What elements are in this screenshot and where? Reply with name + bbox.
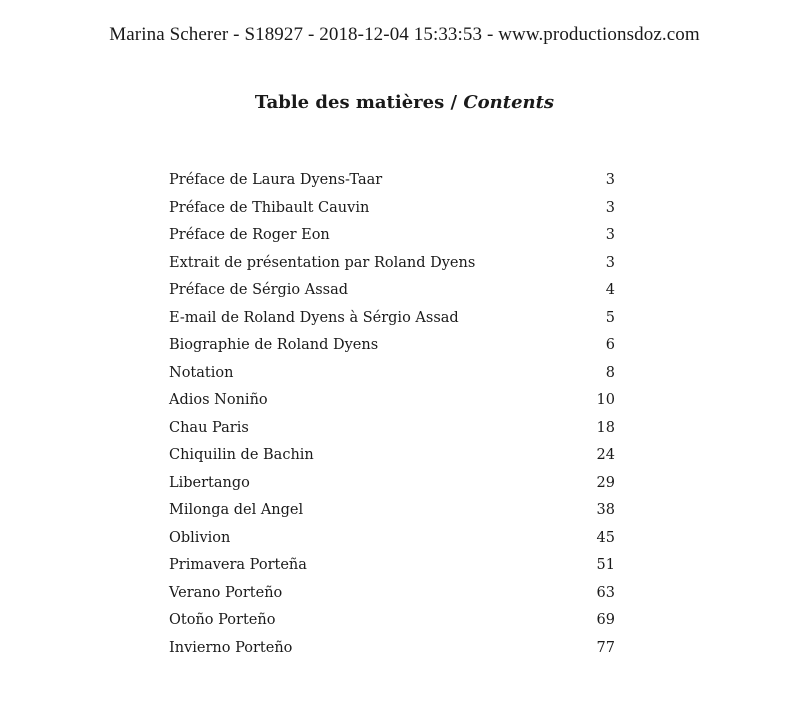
toc-entry[interactable] [169, 222, 615, 250]
toc-entry-page: 77 [596, 639, 615, 656]
toc-entry-title: Préface de Thibault Cauvin [169, 199, 370, 216]
toc-entry[interactable] [169, 635, 615, 663]
toc-entry-page: 45 [596, 529, 615, 546]
toc-entry-title: Préface de Laura Dyens-Taar [169, 172, 383, 188]
toc-entry[interactable] [169, 305, 615, 333]
toc-entry[interactable] [169, 360, 615, 388]
toc-entry[interactable] [169, 167, 615, 195]
toc-entry[interactable] [169, 415, 615, 443]
toc-entry-page: 3 [605, 254, 615, 271]
toc-entry-title: Oblivion [169, 529, 231, 546]
toc-entry[interactable] [169, 552, 615, 580]
toc-entry[interactable] [169, 607, 615, 635]
toc-entry-title: Milonga del Angel [169, 502, 304, 518]
page-title-english: Contents [463, 92, 555, 113]
toc-entry-page: 3 [605, 199, 615, 216]
toc-entry[interactable] [169, 470, 615, 498]
toc-entry[interactable] [169, 442, 615, 470]
page-title-french: Table des matières / [254, 92, 458, 113]
toc-entry-title: E-mail de Roland Dyens à Sérgio Assad [169, 309, 459, 326]
page-header-watermark: Marina Scherer - S18927 - 2018-12-04 15:33:53 - www.productionsdoz.com [109, 24, 700, 45]
toc-entry-title: Libertango [169, 474, 250, 491]
toc-entry-title: Chau Paris [169, 419, 249, 436]
toc-entry-page: 10 [596, 392, 615, 408]
toc-entry[interactable] [169, 277, 615, 305]
toc-entry-page: 3 [605, 227, 615, 243]
toc-entry-page: 24 [596, 447, 615, 463]
toc-entry[interactable] [169, 525, 615, 553]
toc-entry-page: 29 [596, 474, 615, 491]
toc-entry-title: Otoño Porteño [169, 612, 276, 628]
toc-entry-title: Primavera Porteña [169, 557, 307, 573]
page-title [0, 92, 809, 113]
toc-entry-title: Préface de Roger Eon [169, 227, 330, 243]
toc-entry-page: 3 [605, 172, 615, 188]
toc-entry[interactable] [169, 580, 615, 608]
toc-entry[interactable] [169, 387, 615, 415]
toc-entry-page: 18 [596, 419, 615, 436]
toc-entry-title: Verano Porteño [169, 584, 283, 601]
toc-entry-page: 63 [596, 584, 615, 601]
toc-entry[interactable] [169, 497, 615, 525]
toc-entry-title: Extrait de présentation par Roland Dyens [169, 254, 476, 271]
toc-entry-page: 5 [605, 309, 615, 326]
toc-entry[interactable] [169, 332, 615, 360]
toc-entry-page: 69 [596, 612, 615, 628]
toc-entry-page: 4 [605, 282, 615, 298]
toc-entry-title: Chiquilin de Bachin [169, 447, 314, 463]
toc-entry-title: Biographie de Roland Dyens [169, 337, 379, 353]
table-of-contents [169, 167, 615, 662]
toc-entry[interactable] [169, 250, 615, 278]
toc-entry-page: 38 [596, 502, 615, 518]
toc-entry-title: Notation [169, 364, 234, 381]
toc-entry[interactable] [169, 195, 615, 223]
toc-entry-title: Préface de Sérgio Assad [169, 282, 349, 298]
toc-entry-page: 8 [605, 364, 615, 381]
toc-entry-title: Invierno Porteño [169, 639, 293, 656]
toc-entry-page: 6 [605, 337, 615, 353]
toc-entry-title: Adios Noniño [169, 392, 268, 408]
toc-entry-page: 51 [596, 557, 615, 573]
